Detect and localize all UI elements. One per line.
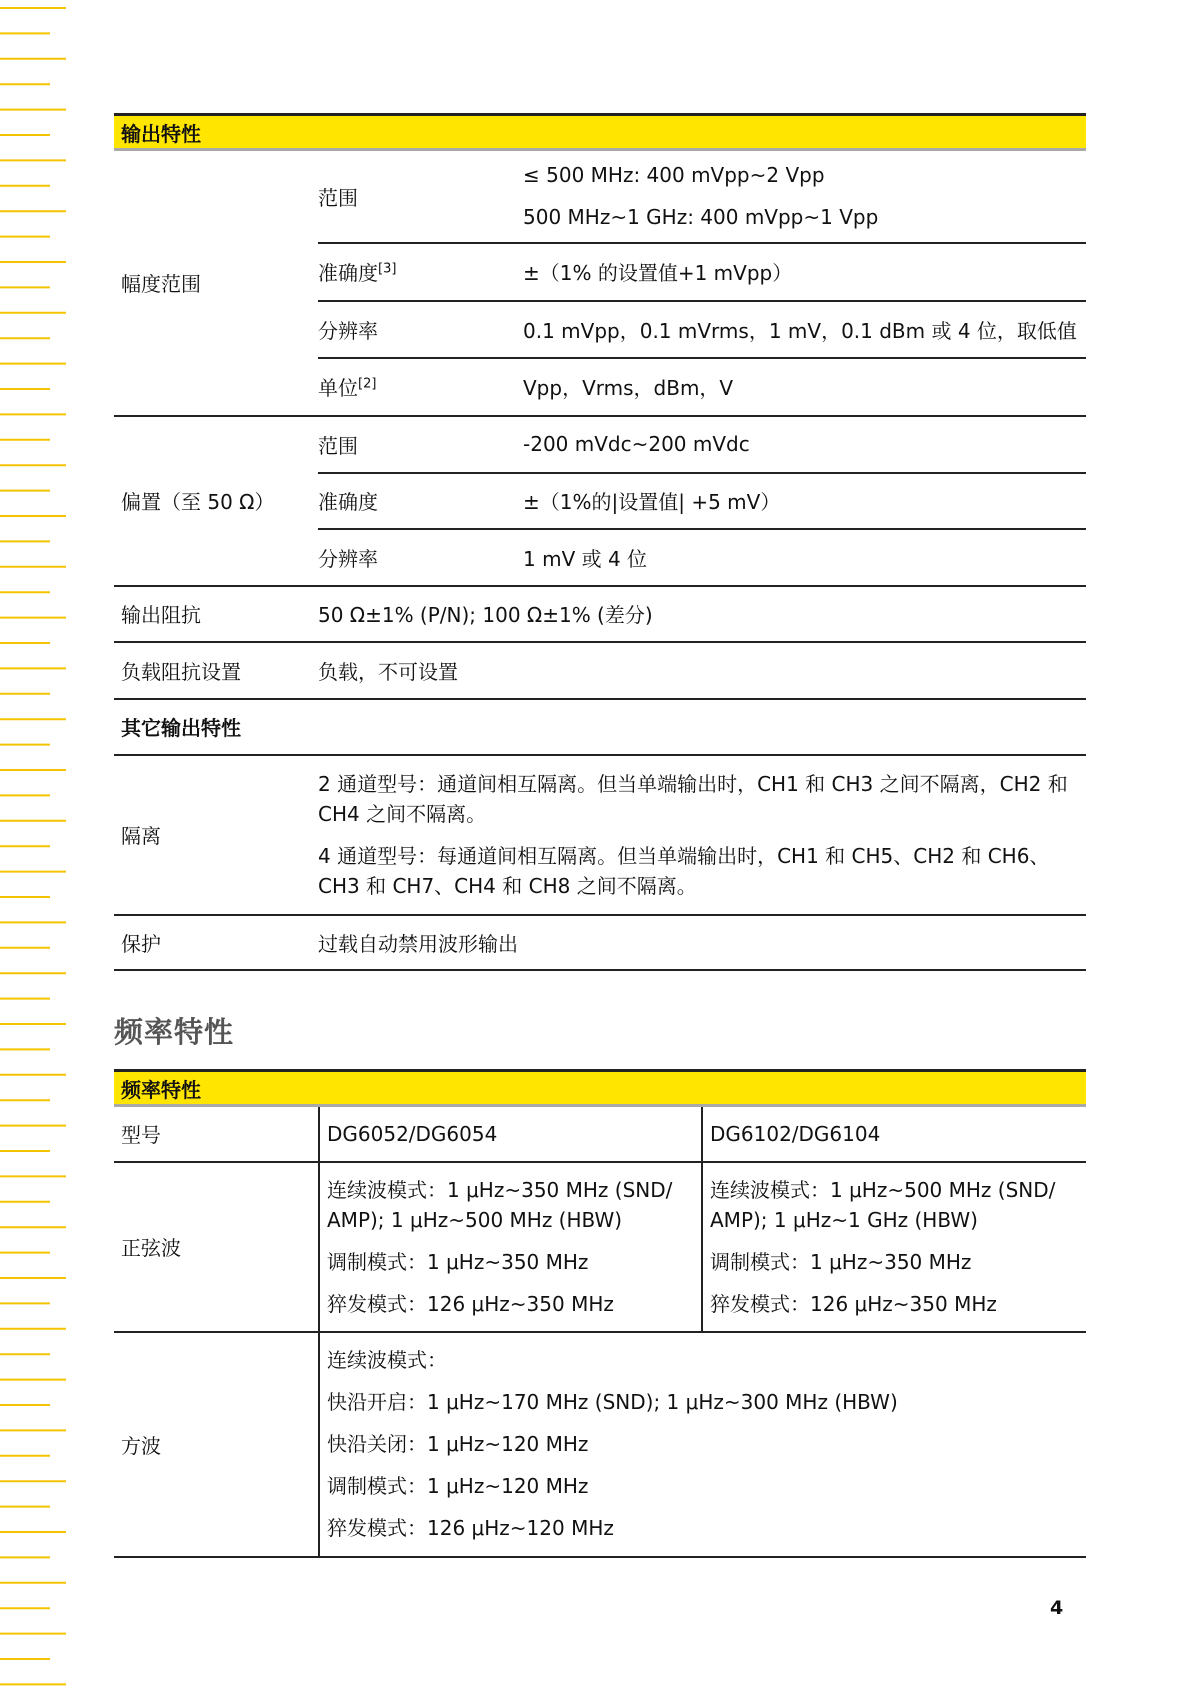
table-row: [114, 699, 1086, 755]
cell-line: 连续波模式：: [327, 1348, 447, 1372]
table-row: [114, 586, 1086, 642]
row-label: 分辨率: [318, 301, 523, 358]
row-label: 正弦波: [114, 1162, 319, 1332]
model-col1: DG6052/DG6054: [319, 1106, 702, 1162]
cell-value: ±（1%的|设置值| +5 mV）: [523, 473, 1086, 529]
table-row: [114, 416, 1086, 473]
frequency-characteristics-table: [114, 1069, 1086, 1558]
cell-line: 快沿关闭：1 μHz~120 MHz: [327, 1432, 589, 1456]
cell-paragraph: 猝发模式：126 μHz~350 MHz: [710, 1291, 997, 1316]
page-number: 4: [1050, 1597, 1064, 1619]
cell-value: Vpp，Vrms，dBm，V: [523, 358, 1086, 416]
footnote-ref: [2]: [358, 376, 377, 392]
table-row: [114, 755, 1086, 915]
amplitude-range-label: 幅度范围: [121, 272, 201, 297]
row-label: 范围: [318, 185, 358, 210]
table-row: [114, 150, 1086, 243]
table-header-row: [114, 1071, 1086, 1106]
table-row: [114, 915, 1086, 970]
row-label: 准确度: [318, 473, 523, 529]
cell-paragraph: 调制模式：1 μHz~350 MHz: [710, 1249, 972, 1274]
offset-label: 偏置（至 50 Ω）: [114, 416, 318, 586]
cell-line: 猝发模式：126 μHz~120 MHz: [327, 1516, 614, 1540]
section-title: 频率特性: [114, 1015, 235, 1049]
row-label: 分辨率: [318, 529, 523, 586]
table-header: 频率特性: [114, 1071, 1086, 1106]
model-col2: DG6102/DG6104: [702, 1106, 1086, 1162]
table-row: [114, 1332, 1086, 1557]
row-label: 单位[2]: [318, 358, 523, 416]
table-row: [114, 1162, 1086, 1332]
subheader-other-output: 其它输出特性: [114, 699, 1086, 755]
cell-value: -200 mVdc~200 mVdc: [523, 416, 1086, 473]
cell-paragraph: 调制模式：1 μHz~350 MHz: [327, 1249, 589, 1274]
row-label: 准确度[3]: [318, 243, 523, 301]
cell-paragraph: 猝发模式：126 μHz~350 MHz: [327, 1291, 614, 1316]
cell-paragraph: 连续波模式：1 μHz~500 MHz (SND/ AMP); 1 μHz~1 GHz (HBW): [710, 1177, 1056, 1232]
cell-paragraph: 连续波模式：1 μHz~350 MHz (SND/ AMP); 1 μHz~500 MHz (HBW): [327, 1177, 673, 1232]
cell-value: ≤ 500 MHz: 400 mVpp~2 Vpp: [523, 163, 825, 188]
table-row: [114, 1106, 1086, 1162]
table-header: 输出特性: [114, 115, 1086, 150]
row-label: 型号: [121, 1123, 161, 1148]
row-label: 负载阻抗设置: [114, 642, 318, 699]
cell-value: 500 MHz~1 GHz: 400 mVpp~1 Vpp: [523, 205, 879, 230]
cell-value: 过载自动禁用波形输出: [318, 915, 1086, 970]
table-header-row: [114, 115, 1086, 150]
output-characteristics-table: [114, 113, 1086, 971]
row-label: 方波: [114, 1332, 319, 1557]
cell-value: 0.1 mVpp，0.1 mVrms，1 mV，0.1 dBm 或 4 位，取低值: [523, 301, 1086, 358]
cell-value: 50 Ω±1% (P/N); 100 Ω±1% (差分): [318, 586, 1086, 642]
cell-line: 快沿开启：1 μHz~170 MHz (SND); 1 μHz~300 MHz (HBW): [327, 1390, 898, 1414]
table-row: [114, 642, 1086, 699]
row-label: 隔离: [114, 755, 318, 915]
margin-decoration: [0, 0, 70, 1696]
cell-paragraph: 2 通道型号：通道间相互隔离。但当单端输出时，CH1 和 CH3 之间不隔离，CH2 和 CH4 之间不隔离。: [318, 771, 1068, 826]
cell-value: 1 mV 或 4 位: [523, 529, 1086, 586]
cell-value: 负载，不可设置: [318, 642, 1086, 699]
cell-value: ±（1% 的设置值+1 mVpp）: [523, 243, 1086, 301]
row-label: 范围: [318, 416, 523, 473]
row-label: 保护: [114, 915, 318, 970]
cell-line: 调制模式：1 μHz~120 MHz: [327, 1474, 589, 1498]
row-label: 输出阻抗: [114, 586, 318, 642]
footnote-ref: [3]: [378, 261, 397, 277]
cell-paragraph: 4 通道型号：每通道间相互隔离。但当单端输出时，CH1 和 CH5、CH2 和 CH6、CH3 和 CH7、CH4 和 CH8 之间不隔离。: [318, 843, 1050, 898]
